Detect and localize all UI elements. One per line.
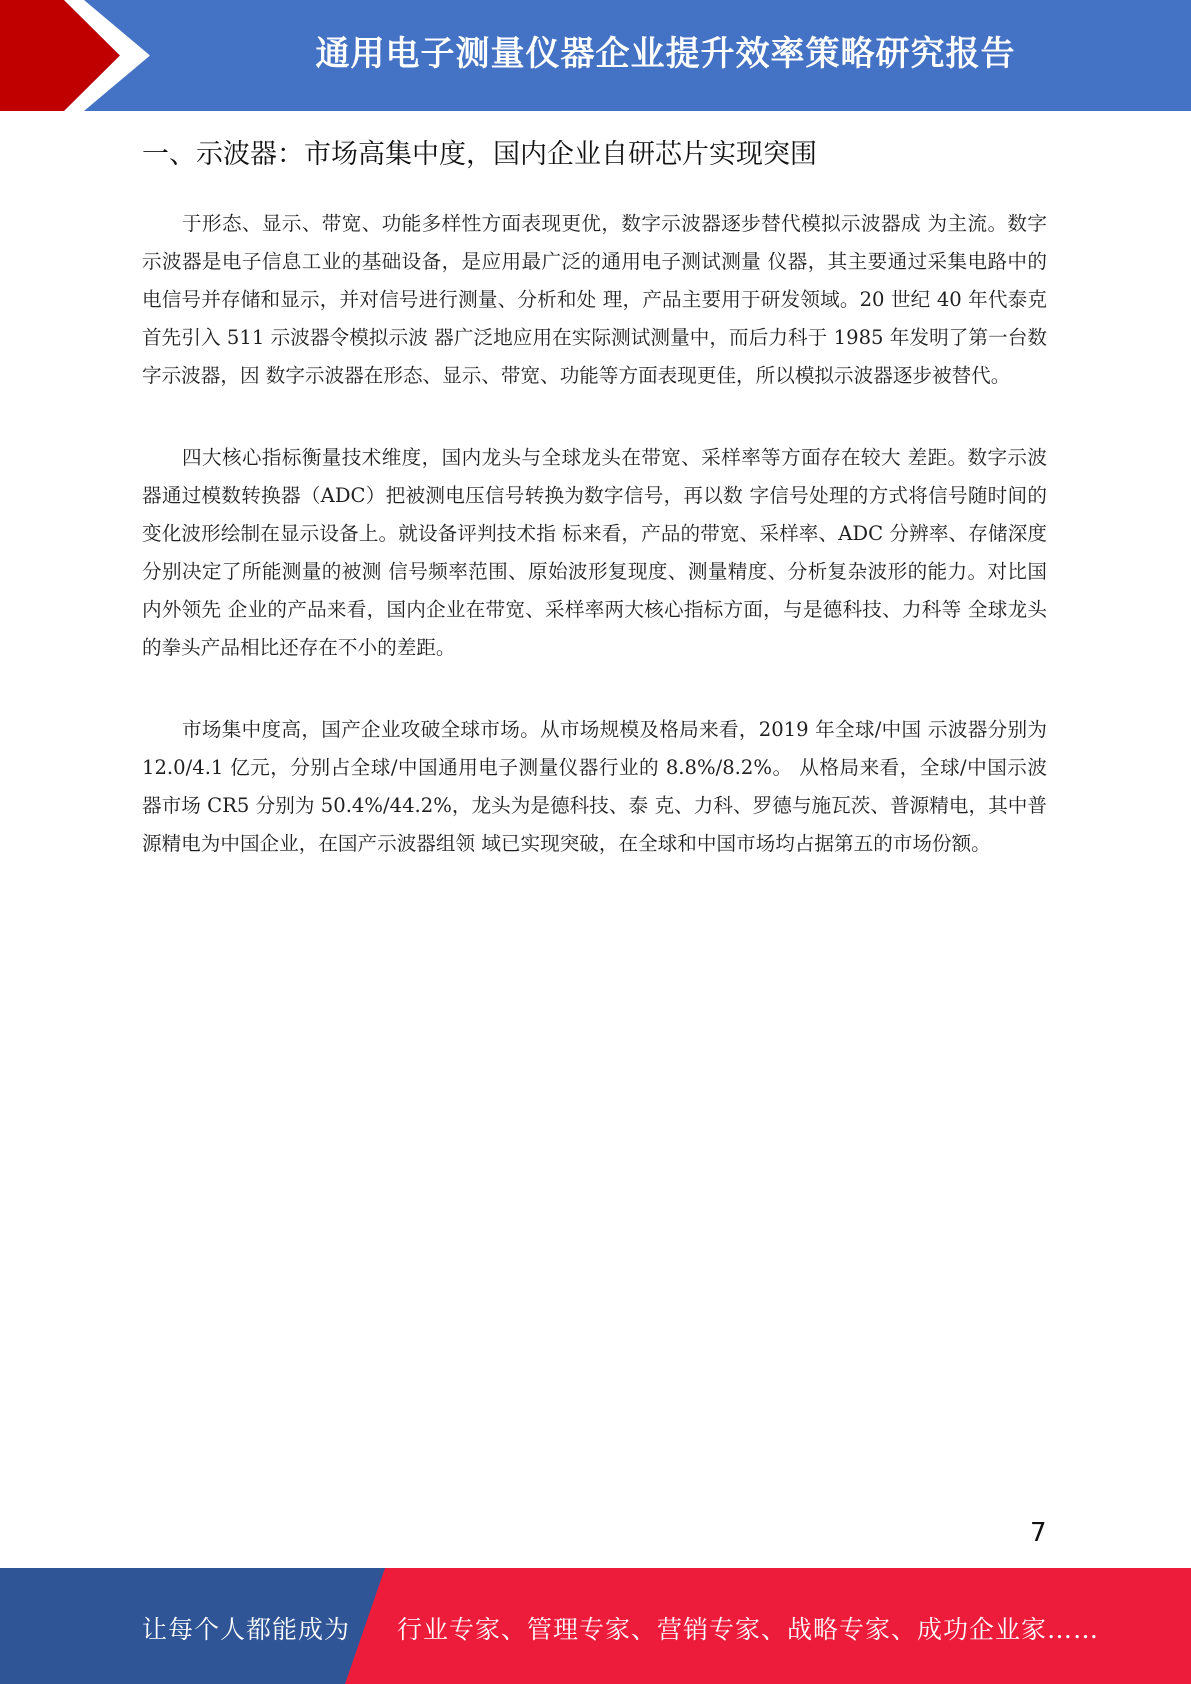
header-banner [0, 0, 1191, 111]
section-heading: 一、示波器：市场高集中度，国内企业自研芯片实现突围 [142, 139, 817, 170]
footer-slogan-left: 让每个人都能成为 [142, 1615, 351, 1644]
paragraph-1: 于形态、显示、带宽、功能多样性方面表现更优，数字示波器逐步替代模拟示波器成 为主流。数字示波器是电子信息工业的基础设备，是应用最广泛的通用电子测试测量 仪器，其主要通过采集电路中的电信号并存储和显示，并对信号进行测量、分析和处 理，产品主要用于研发领域。20 世纪 40 年代泰克首先引入 511 示波器令模拟示波 器广泛地应用在实际测试测量中，而后力科于 1985 年发明了第一台数字示波器，因 数字示波器在形态、显示、带宽、功能等方面表现更佳，所以模拟示波器逐步被替代。 [142, 212, 1047, 387]
paragraph-3: 市场集中度高，国产企业攻破全球市场。从市场规模及格局来看，2019 年全球/中国 示波器分别为 12.0/4.1 亿元，分别占全球/中国通用电子测量仪器行业的 8.8%/8.2%。 从格局来看，全球/中国示波器市场 CR5 分别为 50.4%/44.2%，龙头为是德科技、泰 克、力科、罗德与施瓦茨、普源精电，其中普源精电为中国企业，在国产示波器组领 域已实现突破，在全球和中国市场均占据第五的市场份额。 [142, 718, 1047, 855]
report-title: 通用电子测量仪器企业提升效率策略研究报告 [315, 34, 1016, 74]
header-chevron-decoration [0, 0, 160, 111]
footer-slogan-right: 行业专家、管理专家、营销专家、战略专家、成功企业家…… [397, 1615, 1100, 1644]
page-number: 7 [1030, 1518, 1047, 1548]
footer-banner [0, 1568, 1191, 1684]
body-content [142, 205, 1047, 907]
paragraph-2: 四大核心指标衡量技术维度，国内龙头与全球龙头在带宽、采样率等方面存在较大 差距。数字示波器通过模数转换器（ADC）把被测电压信号转换为数字信号，再以数 字信号处理的方式将信号随时间的变化波形绘制在显示设备上。就设备评判技术指 标来看，产品的带宽、采样率、ADC 分辨率、存储深度分别决定了所能测量的被测 信号频率范围、原始波形复现度、测量精度、分析复杂波形的能力。对比国内外领先 企业的产品来看，国内企业在带宽、采样率两大核心指标方面，与是德科技、力科等 全球龙头的拳头产品相比还存在不小的差距。 [142, 446, 1047, 659]
